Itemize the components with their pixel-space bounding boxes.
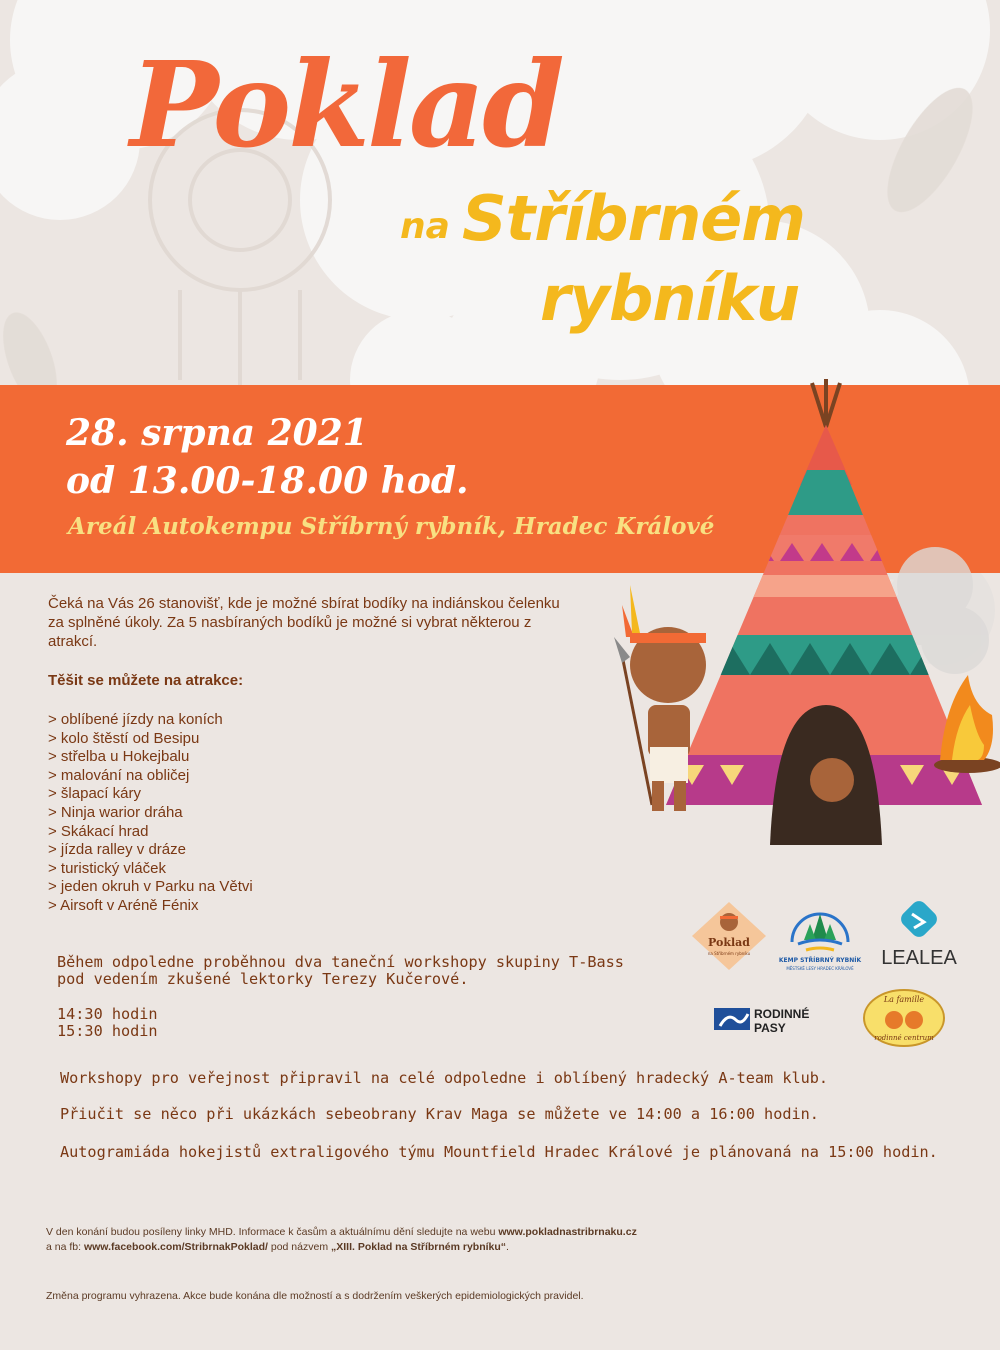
footer-text: a na fb: xyxy=(46,1241,84,1253)
kemp-logo xyxy=(776,896,864,974)
website-link[interactable]: www.pokladnastribrnaku.cz xyxy=(498,1226,637,1238)
event-time: od 13.00-18.00 hod. xyxy=(66,460,469,502)
workshop-time: 15:30 hodin xyxy=(57,1022,158,1040)
footer-text: . xyxy=(506,1241,509,1253)
event-venue: Areál Autokempu Stříbrný rybník, Hradec Králové xyxy=(68,513,715,540)
event-date: 28. srpna 2021 xyxy=(66,412,368,454)
list-item: > střelba u Hokejbalu xyxy=(48,748,190,766)
rodinne-pasy-logo xyxy=(712,1004,828,1036)
poster-subtitle-na: na xyxy=(400,206,450,247)
poster-subtitle-line2: rybníku xyxy=(540,262,800,335)
list-item: > jeden okruh v Parku na Větvi xyxy=(48,878,253,896)
footer-text: V den konání budou posíleny linky MHD. Informace k časům a aktuálnímu dění sledujte na webu xyxy=(46,1226,499,1238)
facebook-page-name: „XIII. Poklad na Stříbrném rybníku“ xyxy=(331,1241,507,1253)
list-item: > Skákací hrad xyxy=(48,822,149,840)
famille-logo-title: La famille xyxy=(883,995,925,1004)
footer-line2 xyxy=(46,1240,637,1255)
workshops-line1: Během odpoledne proběhnou dva taneční workshopy skupiny T-Bass xyxy=(57,953,624,971)
list-item: > šlapací káry xyxy=(48,785,141,803)
attractions-heading: Těšit se můžete na atrakce: xyxy=(48,672,244,689)
poster-subtitle-line1: Stříbrném xyxy=(462,182,805,255)
list-item: > turistický vláček xyxy=(48,859,166,877)
list-item: > oblíbené jízdy na koních xyxy=(48,711,223,728)
lealea-logo-text: LEALEA xyxy=(881,947,957,969)
kemp-logo-title: KEMP STŘÍBRNÝ RYBNÍK xyxy=(778,957,862,964)
poklad-logo xyxy=(690,900,768,972)
poster-title: Poklad xyxy=(130,35,562,174)
workshops-text xyxy=(57,954,624,988)
poklad-logo-title: Poklad xyxy=(708,936,750,949)
list-item: > Airsoft v Aréně Fénix xyxy=(48,896,199,914)
rodinne-logo-line1: RODINNÉ xyxy=(754,1007,810,1021)
note-ateam: Workshopy pro veřejnost připravil na celé odpoledne i oblíbený hradecký A-team klub. xyxy=(60,1069,829,1087)
workshops-line2: pod vedením zkušené lektorky Terezy Kučerové. xyxy=(57,970,469,988)
intro-text: Čeká na Vás 26 stanovišť, kde je možné sbírat bodíky na indiánskou čelenku za splněné úkoly. Za 5 nasbíraných bodíků je možné si vybrat některou z atrakcí. xyxy=(48,595,560,650)
list-item: > kolo štěstí od Besipu xyxy=(48,729,200,747)
list-item: > Ninja warior dráha xyxy=(48,803,183,821)
famille-logo-subtitle: rodinné centrum xyxy=(874,1034,934,1042)
rodinne-logo-line2: PASY xyxy=(754,1021,786,1035)
facebook-link[interactable]: www.facebook.com/StribrnakPoklad/ xyxy=(83,1241,268,1253)
footer-disclaimer: Změna programu vyhrazena. Akce bude konána dle možností a s dodržením veškerých epidemiologických pravidel. xyxy=(46,1290,584,1302)
note-kravmaga: Přiučit se něco při ukázkách sebeobrany Krav Maga se můžete ve 14:00 a 16:00 hodin. xyxy=(60,1105,819,1123)
la-famille-logo xyxy=(862,988,946,1048)
workshop-time: 14:30 hodin xyxy=(57,1005,158,1023)
list-item: > jízda ralley v dráze xyxy=(48,841,186,859)
footer-text: pod názvem xyxy=(267,1241,331,1253)
workshop-times xyxy=(57,1006,158,1040)
poklad-logo-subtitle: na Stříbrném rybníku xyxy=(707,951,751,956)
footer-line1 xyxy=(46,1225,637,1240)
list-item: > malování na obličej xyxy=(48,766,190,784)
teepee-illustration xyxy=(600,375,1000,855)
note-autographs: Autogramiáda hokejistů extraligového týmu Mountfield Hradec Králové je plánovaná na 15:00 hodin. xyxy=(60,1143,938,1161)
attractions-list xyxy=(48,711,253,916)
footer-info xyxy=(46,1225,637,1255)
kemp-logo-subtitle: MĚSTSKÉ LESY HRADEC KRÁLOVÉ xyxy=(786,966,854,971)
lealea-logo xyxy=(876,900,962,970)
